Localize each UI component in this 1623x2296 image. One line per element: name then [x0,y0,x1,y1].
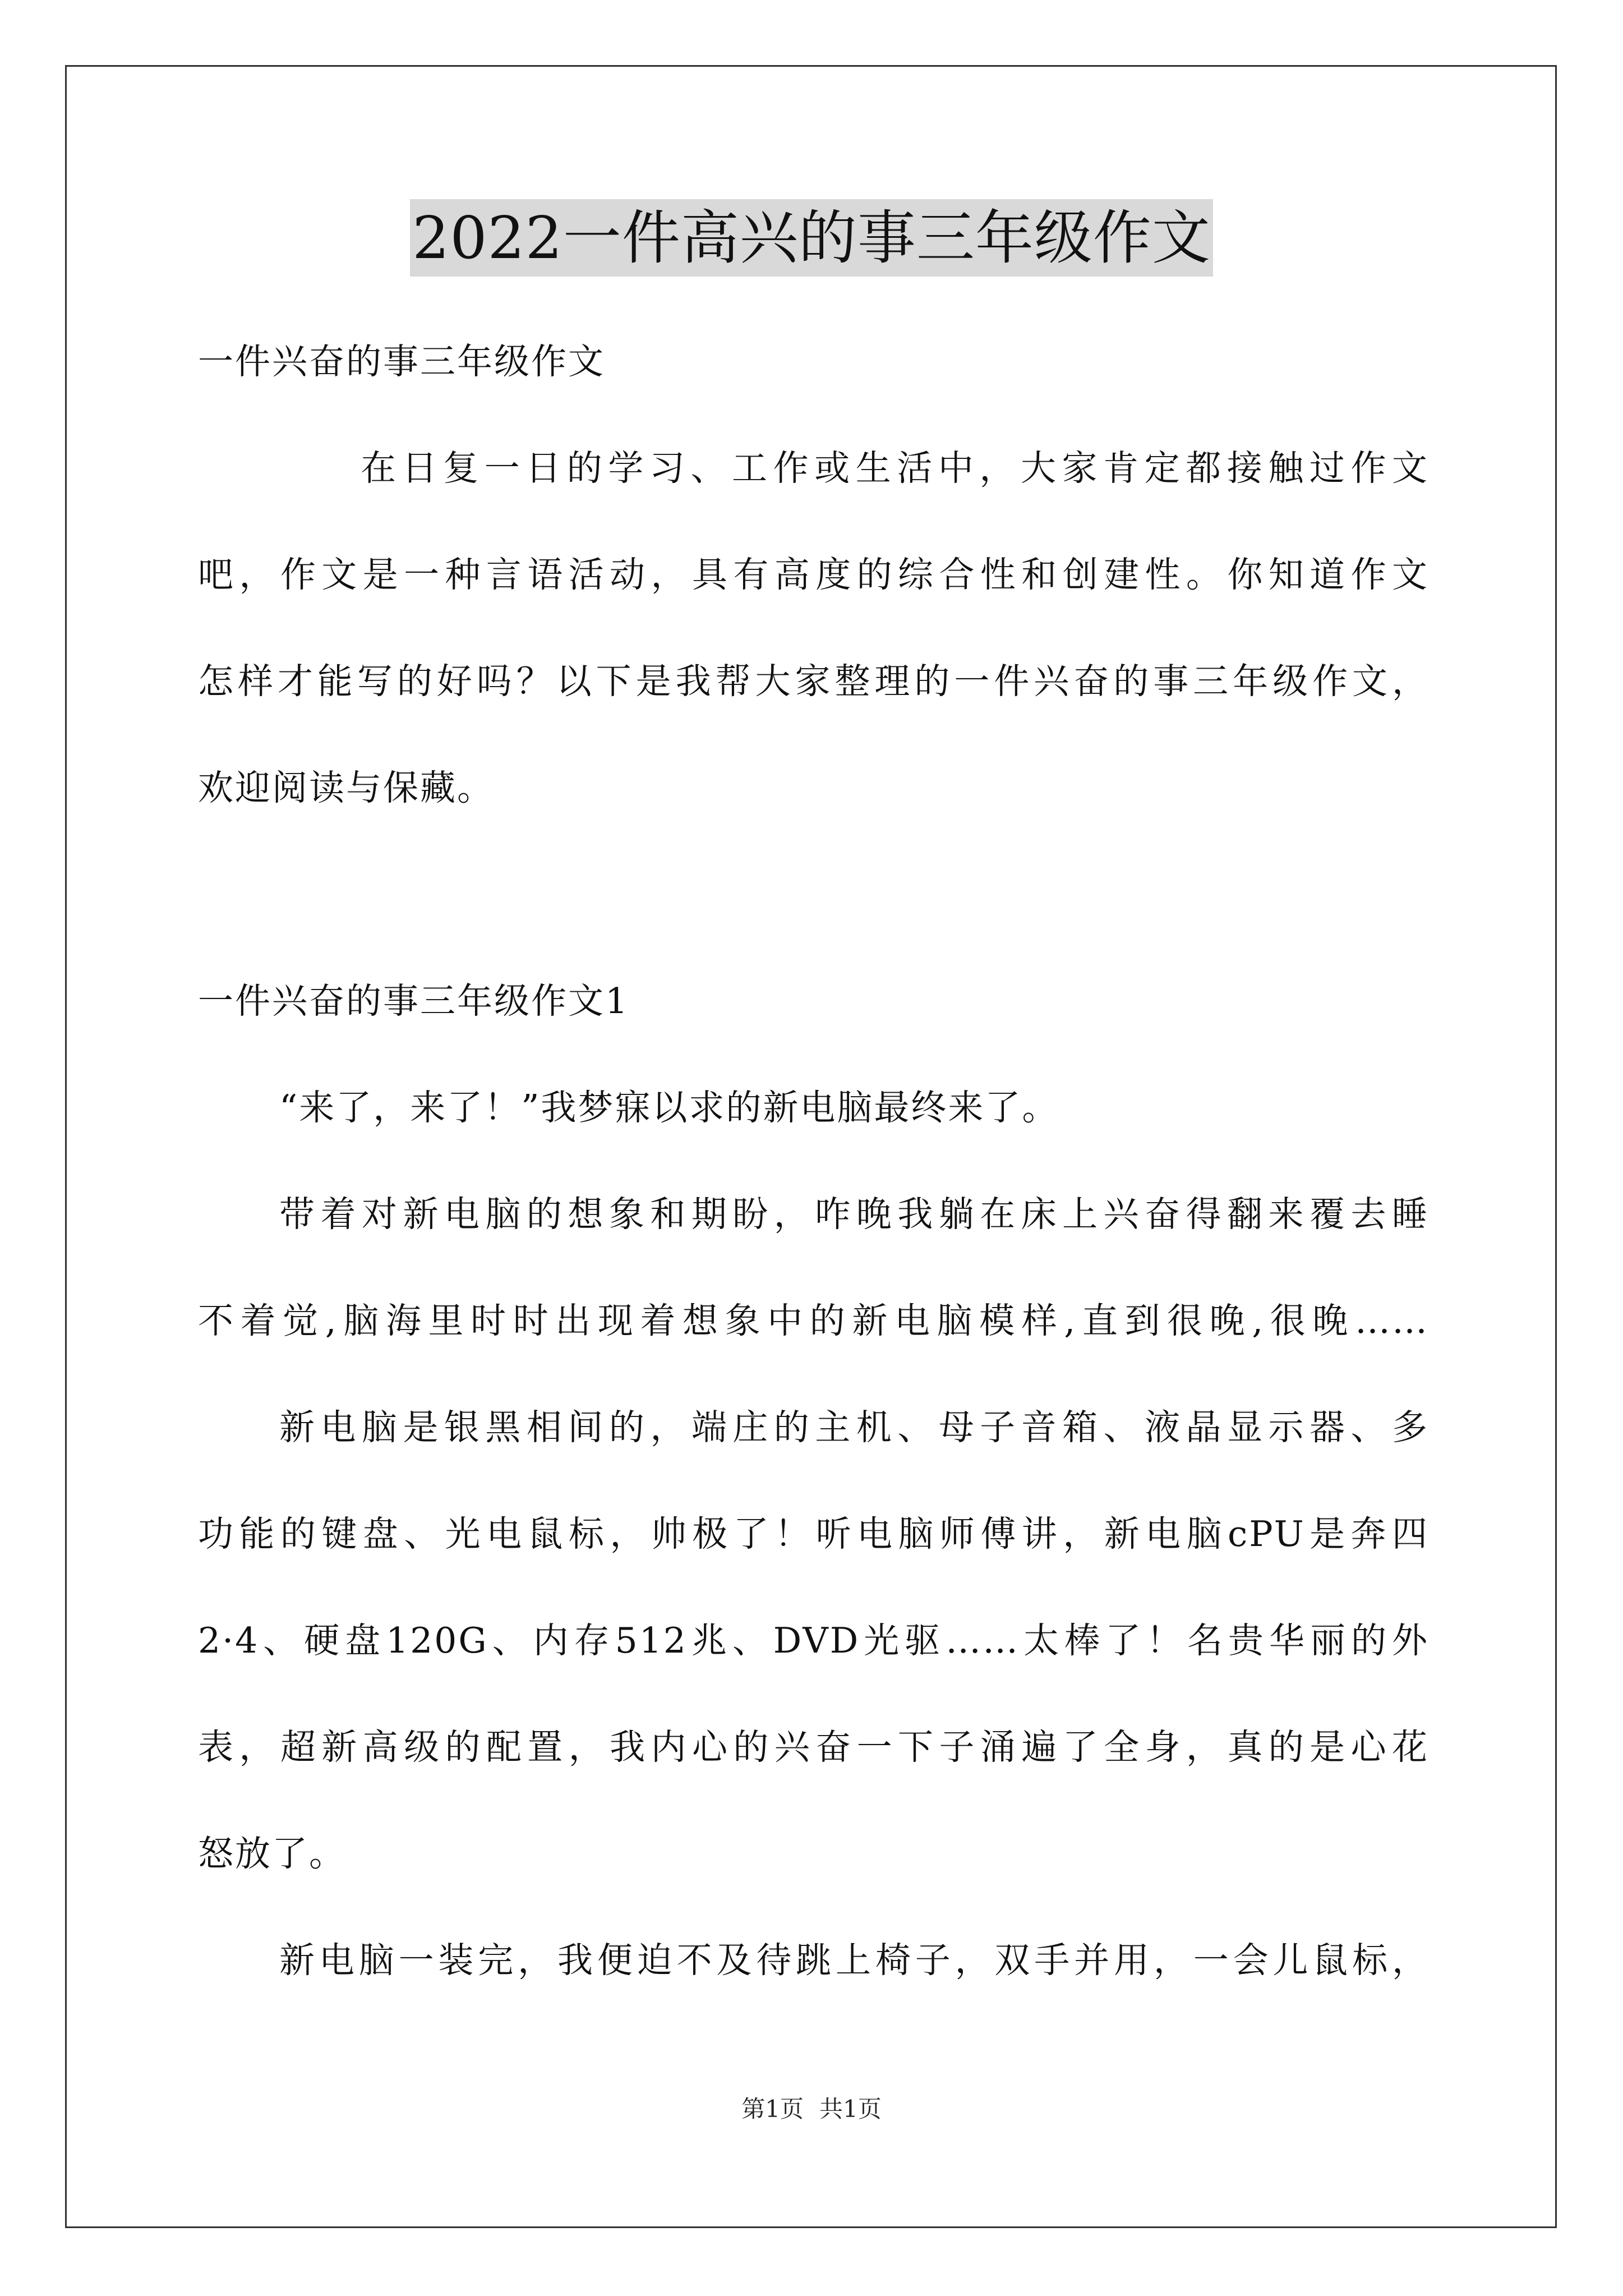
page-footer [0,2092,1623,2126]
paragraph-line: 新电脑一装完，我便迫不及待跳上椅子，双手并用，一会儿鼠标， [279,1940,1429,1981]
document-title: 2022一件高兴的事三年级作文 [410,199,1213,277]
intro-line: 怎样才能写的好吗？以下是我帮大家整理的一件兴奋的事三年级作文， [198,661,1429,702]
paragraph-line: 2·4、硬盘120G、内存512兆、DVD光驱……太棒了！名贵华丽的外 [198,1620,1429,1661]
blank-line [198,841,1429,948]
page-total: 共1页 [819,2095,882,2123]
intro-line: 吧，作文是一种言语活动，具有高度的综合性和创建性。你知道作文 [198,554,1429,595]
paragraph-line: 功能的键盘、光电鼠标，帅极了！听电脑师傅讲，新电脑cPU是奔四 [198,1513,1429,1554]
paragraph-line: 新电脑是银黑相间的，端庄的主机、母子音箱、液晶显示器、多 [279,1407,1429,1448]
page-number: 第1页 [741,2095,804,2123]
intro-line: 欢迎阅读与保藏。 [198,767,494,808]
document-body [198,309,1429,2014]
title-container [0,199,1623,277]
paragraph-line: 表，超新高级的配置，我内心的兴奋一下子涌遍了全身，真的是心花 [198,1727,1429,1768]
subtitle: 一件兴奋的事三年级作文 [198,341,605,382]
paragraph-line: 不着觉,脑海里时时出现着想象中的新电脑模样,直到很晚,很晚…… [198,1300,1429,1341]
paragraph-line: 带着对新电脑的想象和期盼，咋晚我躺在床上兴奋得翻来覆去睡 [279,1194,1429,1235]
intro-line: 在日复一日的学习、工作或生活中，大家肯定都接触过作文 [361,448,1429,489]
paragraph-line: “来了，来了！”我梦寐以求的新电脑最终来了。 [279,1087,1059,1128]
section-heading: 一件兴奋的事三年级作文1 [198,981,630,1022]
paragraph-line: 怒放了。 [198,1833,346,1874]
